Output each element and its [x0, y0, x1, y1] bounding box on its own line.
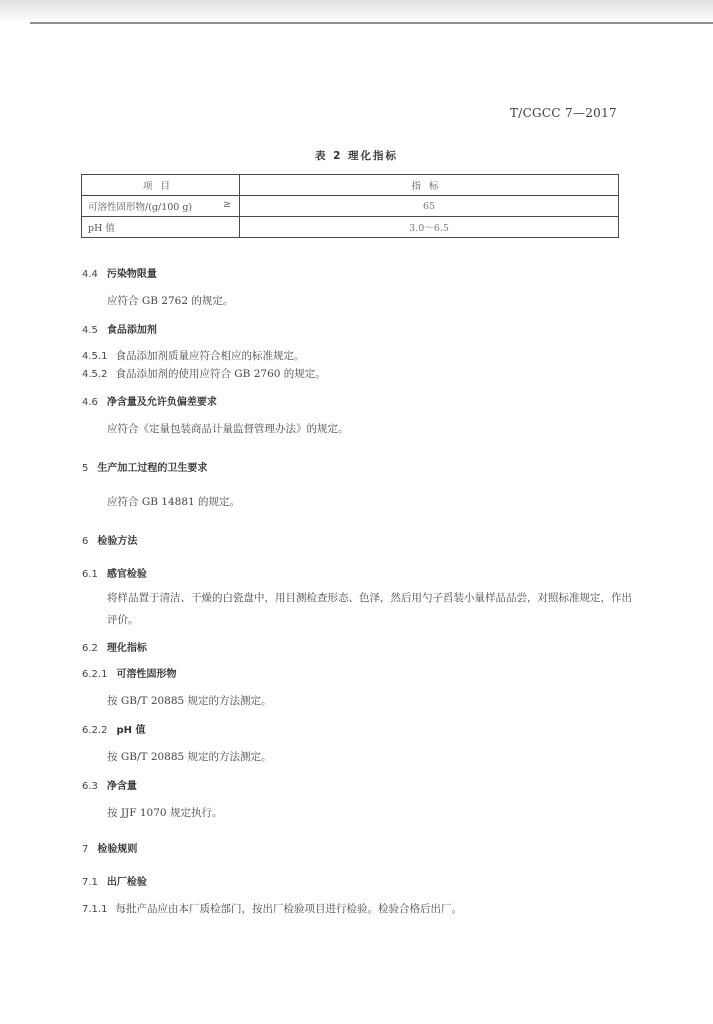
- table-cell-item: [82, 217, 240, 238]
- paragraph-4-4: 应符合 GB 2762 的规定。: [107, 295, 234, 307]
- clause-4-5-1: 4.5.1 食品添加剂质量应符合相应的标准规定。: [82, 350, 305, 362]
- heading-6-3: 6.3 净含量: [82, 781, 137, 792]
- heading-7-1: 7.1 出厂检验: [82, 877, 147, 888]
- heading-6-1: 6.1 感官检验: [82, 569, 147, 580]
- paragraph-6-3: 按 JJF 1070 规定执行。: [107, 807, 223, 819]
- comparison-operator: ≥: [223, 199, 231, 210]
- table-header-row: [82, 175, 619, 196]
- heading-6-2-2: 6.2.2 pH 值: [82, 725, 146, 736]
- paragraph-5: 应符合 GB 14881 的规定。: [107, 496, 241, 508]
- heading-6-2-1: 6.2.1 可溶性固形物: [82, 669, 177, 680]
- heading-6-2: 6.2 理化指标: [82, 643, 147, 654]
- item-label: pH 值: [88, 223, 115, 234]
- scan-shadow: [0, 0, 713, 22]
- clause-7-1-1: 7.1.1 每批产品应由本厂质检部门，按出厂检验项目进行检验。检验合格后出厂。: [82, 903, 462, 915]
- physicochemical-table: [81, 174, 619, 238]
- scan-edge-line: [30, 22, 713, 24]
- column-header-item: 项目: [82, 175, 240, 196]
- item-label: 可溶性固形物/(g/100 g): [88, 202, 193, 213]
- heading-4-6: 4.6 净含量及允许负偏差要求: [82, 397, 217, 408]
- paragraph-4-6: 应符合《定量包装商品计量监督管理办法》的规定。: [107, 423, 349, 435]
- table-cell-value: 3.0～6.5: [240, 217, 619, 238]
- table-row: [82, 217, 619, 238]
- table-cell-item: [82, 196, 240, 217]
- column-header-indicator: 指标: [240, 175, 619, 196]
- table-title: 表 2 理化指标: [314, 150, 399, 162]
- heading-5: 5 生产加工过程的卫生要求: [82, 463, 208, 474]
- table-cell-value: 65: [240, 196, 619, 217]
- table-row: [82, 196, 619, 217]
- clause-4-5-2: 4.5.2 食品添加剂的使用应符合 GB 2760 的规定。: [82, 368, 326, 380]
- paragraph-6-2-2: 按 GB/T 20885 规定的方法测定。: [107, 751, 272, 763]
- heading-7: 7 检验规则: [82, 844, 138, 855]
- document-code: T/CGCC 7—2017: [509, 106, 617, 120]
- heading-6: 6 检验方法: [82, 536, 138, 547]
- paragraph-6-1: 将样品置于清洁、干燥的白瓷盘中，用目测检查形态、色泽，然后用勺子舀装小量样品品尝，对照标准规定，作出评价。: [107, 592, 632, 626]
- heading-4-5: 4.5 食品添加剂: [82, 325, 157, 336]
- heading-4-4: 4.4 污染物限量: [82, 269, 157, 280]
- paragraph-6-2-1: 按 GB/T 20885 规定的方法测定。: [107, 695, 272, 707]
